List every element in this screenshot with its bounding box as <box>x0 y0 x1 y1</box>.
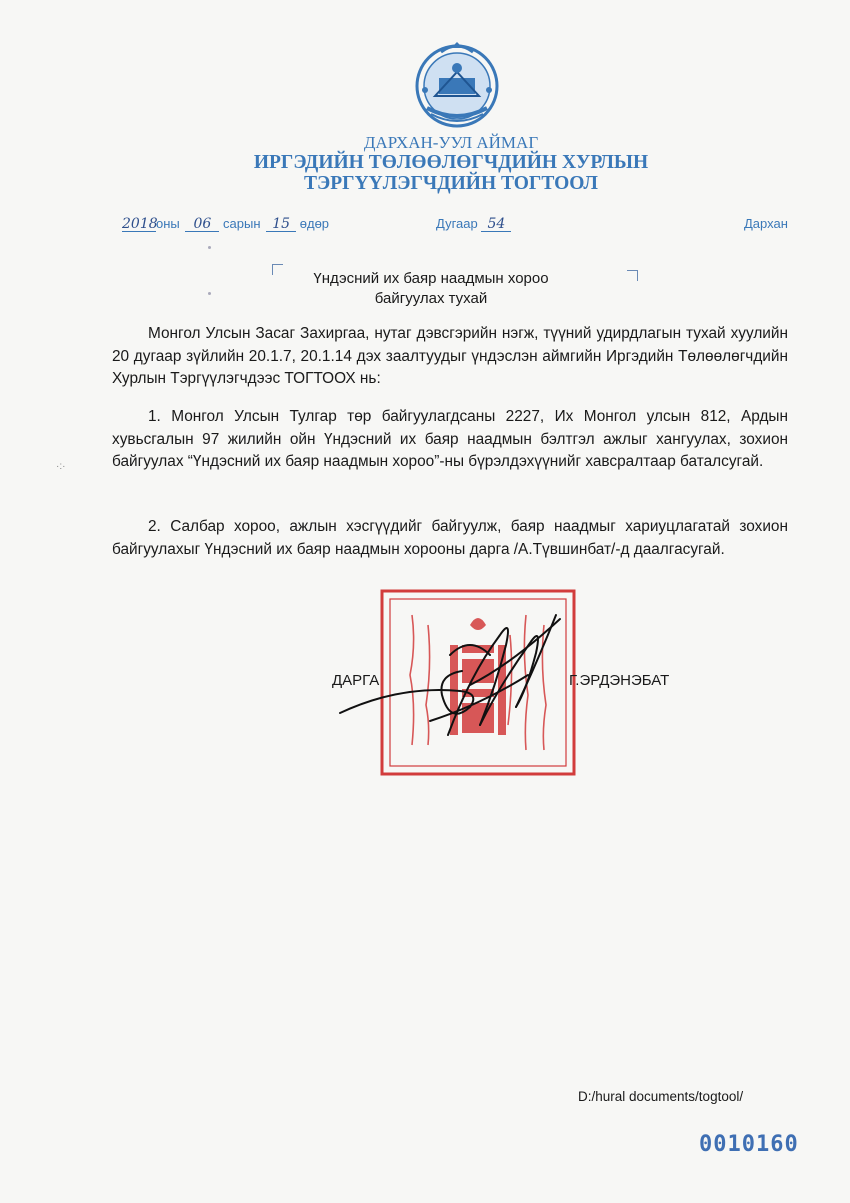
date-year: 2018 <box>122 216 158 232</box>
document-place: Дархан <box>744 216 788 231</box>
number-value: 54 <box>481 217 511 232</box>
date-month-suffix: сарын <box>223 216 261 231</box>
org-council-title: ИРГЭДИЙН ТӨЛӨӨЛӨГЧДИЙН ХУРЛЫН <box>253 152 649 173</box>
subject-line-1: Үндэсний их баяр наадмын хороо <box>313 270 549 287</box>
date-month: 06 <box>185 217 219 232</box>
resolution-item-2: 2. Салбар хороо, ажлын хэсгүүдийг байгуулж, баяр наадмыг хариуцлагатай зохион байгуулахыг Үндэсний их баяр наадмын хорооны дарга /А.Түвшинбат/-д даалгасугай. <box>112 518 788 558</box>
document-number <box>436 216 511 232</box>
subject-line-2: байгуулах тухай <box>374 290 488 307</box>
org-region-title: ДАРХАН-УУЛ АЙМАГ <box>363 133 539 152</box>
state-emblem-icon <box>411 38 503 130</box>
handwritten-signature-icon <box>330 595 590 745</box>
resolution-item-1: 1. Монгол Улсын Тулгар төр байгуулагдсаны 2227, Их Монгол улсын 812, Ардын хувьсгалын 97 жилийн ойн Үндэсний их баяр наадмын бэлтгэл ажлыг хангуулах, зохион байгуулах “Үндэсний их баяр наадмын хороо”-ны бүрэлдэхүүнийг хавсралтаар баталсугай. <box>112 408 788 470</box>
signatory-name: Г.ЭРДЭНЭБАТ <box>569 672 670 689</box>
scan-speck: ·:· <box>56 461 66 472</box>
signatory-title: ДАРГА <box>332 672 380 689</box>
serial-number: 0010160 <box>699 1132 799 1157</box>
date-day: 15 <box>266 217 296 232</box>
number-label: Дугаар <box>436 216 478 231</box>
date-year-suffix: оны <box>156 216 180 231</box>
date-day-suffix: өдөр <box>299 216 330 231</box>
file-path: D:/hural documents/togtool/ <box>578 1089 744 1104</box>
punch-dot <box>208 246 211 249</box>
preamble-paragraph: Монгол Улсын Засаг Захиргаа, нутаг дэвсгэрийн нэгж, түүний удирдлагын тухай хуулийн 20 дугаар зүйлийн 20.1.7, 20.1.14 дэх заалтуудыг үндэслэн аймгийн Иргэдийн Төлөөлөгчдийн Хурлын Тэргүүлэгчдээс ТОГТООХ нь: <box>112 325 788 387</box>
document-date <box>122 216 329 232</box>
org-document-type: ТЭРГҮҮЛЭГЧДИЙН ТОГТООЛ <box>304 173 598 194</box>
